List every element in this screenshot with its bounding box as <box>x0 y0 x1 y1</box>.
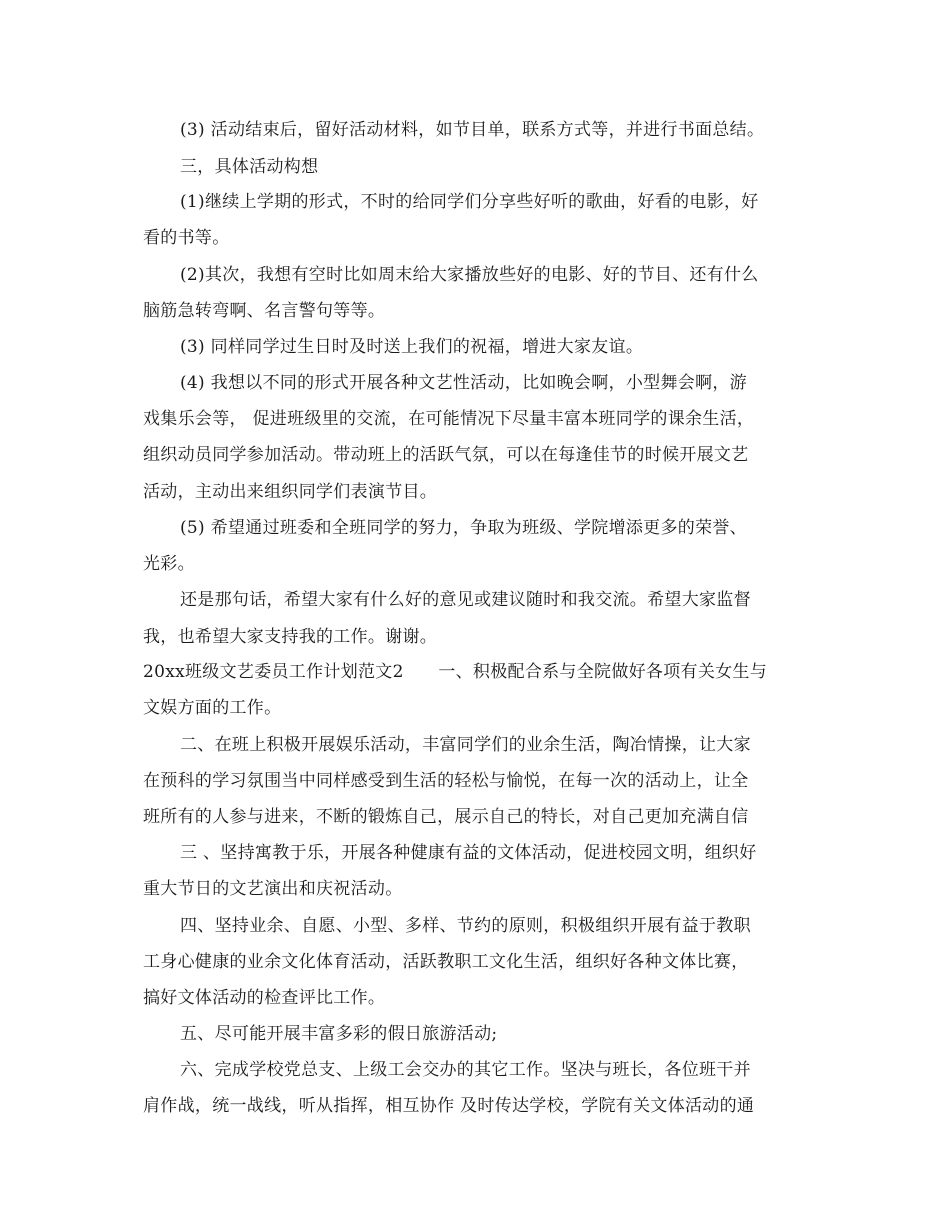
text-line: (4) 我想以不同的形式开展各种文艺性活动，比如晚会啊，小型舞会啊，游 <box>180 373 747 393</box>
text-line: (2)其次，我想有空时比如周末给大家播放些好的电影、好的节目、还有什么 <box>180 265 759 285</box>
text-line: 20xx班级文艺委员工作计划范文2 一、积极配合系与全院做好各项有关女生与 <box>143 662 768 682</box>
text-line: (3) 活动结束后，留好活动材料，如节目单，联系方式等，并进行书面总结。 <box>180 120 765 140</box>
text-line: 五、尽可能开展丰富多彩的假日旅游活动; <box>180 1024 498 1044</box>
text-line: (1)继续上学期的形式，不时的给同学们分享些好听的歌曲，好看的电影，好 <box>180 192 759 212</box>
text-line: 二、在班上积极开展娱乐活动，丰富同学们的业余生活，陶冶情操，让大家 <box>180 735 751 755</box>
text-line: 工身心健康的业余文化体育活动，活跃教职工文化生活，组织好各种文体比赛， <box>143 952 749 972</box>
text-line: 肩作战，统一战线，听从指挥，相互协作 及时传达学校，学院有关文体活动的通 <box>143 1096 755 1116</box>
text-line: 活动，主动出来组织同学们表演节目。 <box>143 482 438 502</box>
text-line: 班所有的人参与进来，不断的锻炼自己，展示自己的特长，对自己更加充满自信 <box>143 807 749 827</box>
text-line: (5) 希望通过班委和全班同学的努力，争取为班级、学院增添更多的荣誉、 <box>180 518 747 538</box>
text-line: 重大节日的文艺演出和庆祝活动。 <box>143 879 403 899</box>
text-line: 在预科的学习氛围当中同样感受到生活的轻松与愉悦，在每一次的活动上，让全 <box>143 771 749 791</box>
text-line: 三，具体活动构想 <box>180 157 319 177</box>
text-line: 光彩。 <box>143 554 195 574</box>
text-line: 还是那句话，希望大家有什么好的意见或建议随时和我交流。希望大家监督 <box>180 590 751 610</box>
text-line: 戏集乐会等， 促进班级里的交流，在可能情况下尽量丰富本班同学的课余生活， <box>143 409 755 429</box>
text-line: (3) 同样同学过生日时及时送上我们的祝福，增进大家友谊。 <box>180 337 644 357</box>
text-line: 六、完成学校党总支、上级工会交办的其它工作。坚决与班长，各位班干并 <box>180 1060 751 1080</box>
text-line: 我，也希望大家支持我的工作。谢谢。 <box>143 627 438 647</box>
text-line: 脑筋急转弯啊、名言警句等等。 <box>143 301 386 321</box>
text-line: 四、坚持业余、自愿、小型、多样、节约的原则，积极组织开展有益于教职 <box>180 916 751 936</box>
text-line: 组织动员同学参加活动。带动班上的活跃气氛，可以在每逢佳节的时候开展文艺 <box>143 445 749 465</box>
text-line: 看的书等。 <box>143 228 230 248</box>
text-line: 文娱方面的工作。 <box>143 698 282 718</box>
text-line: 搞好文体活动的检查评比工作。 <box>143 988 386 1008</box>
text-line: 三 、坚持寓教于乐，开展各种健康有益的文体活动，促进校园文明，组织好 <box>180 843 757 863</box>
